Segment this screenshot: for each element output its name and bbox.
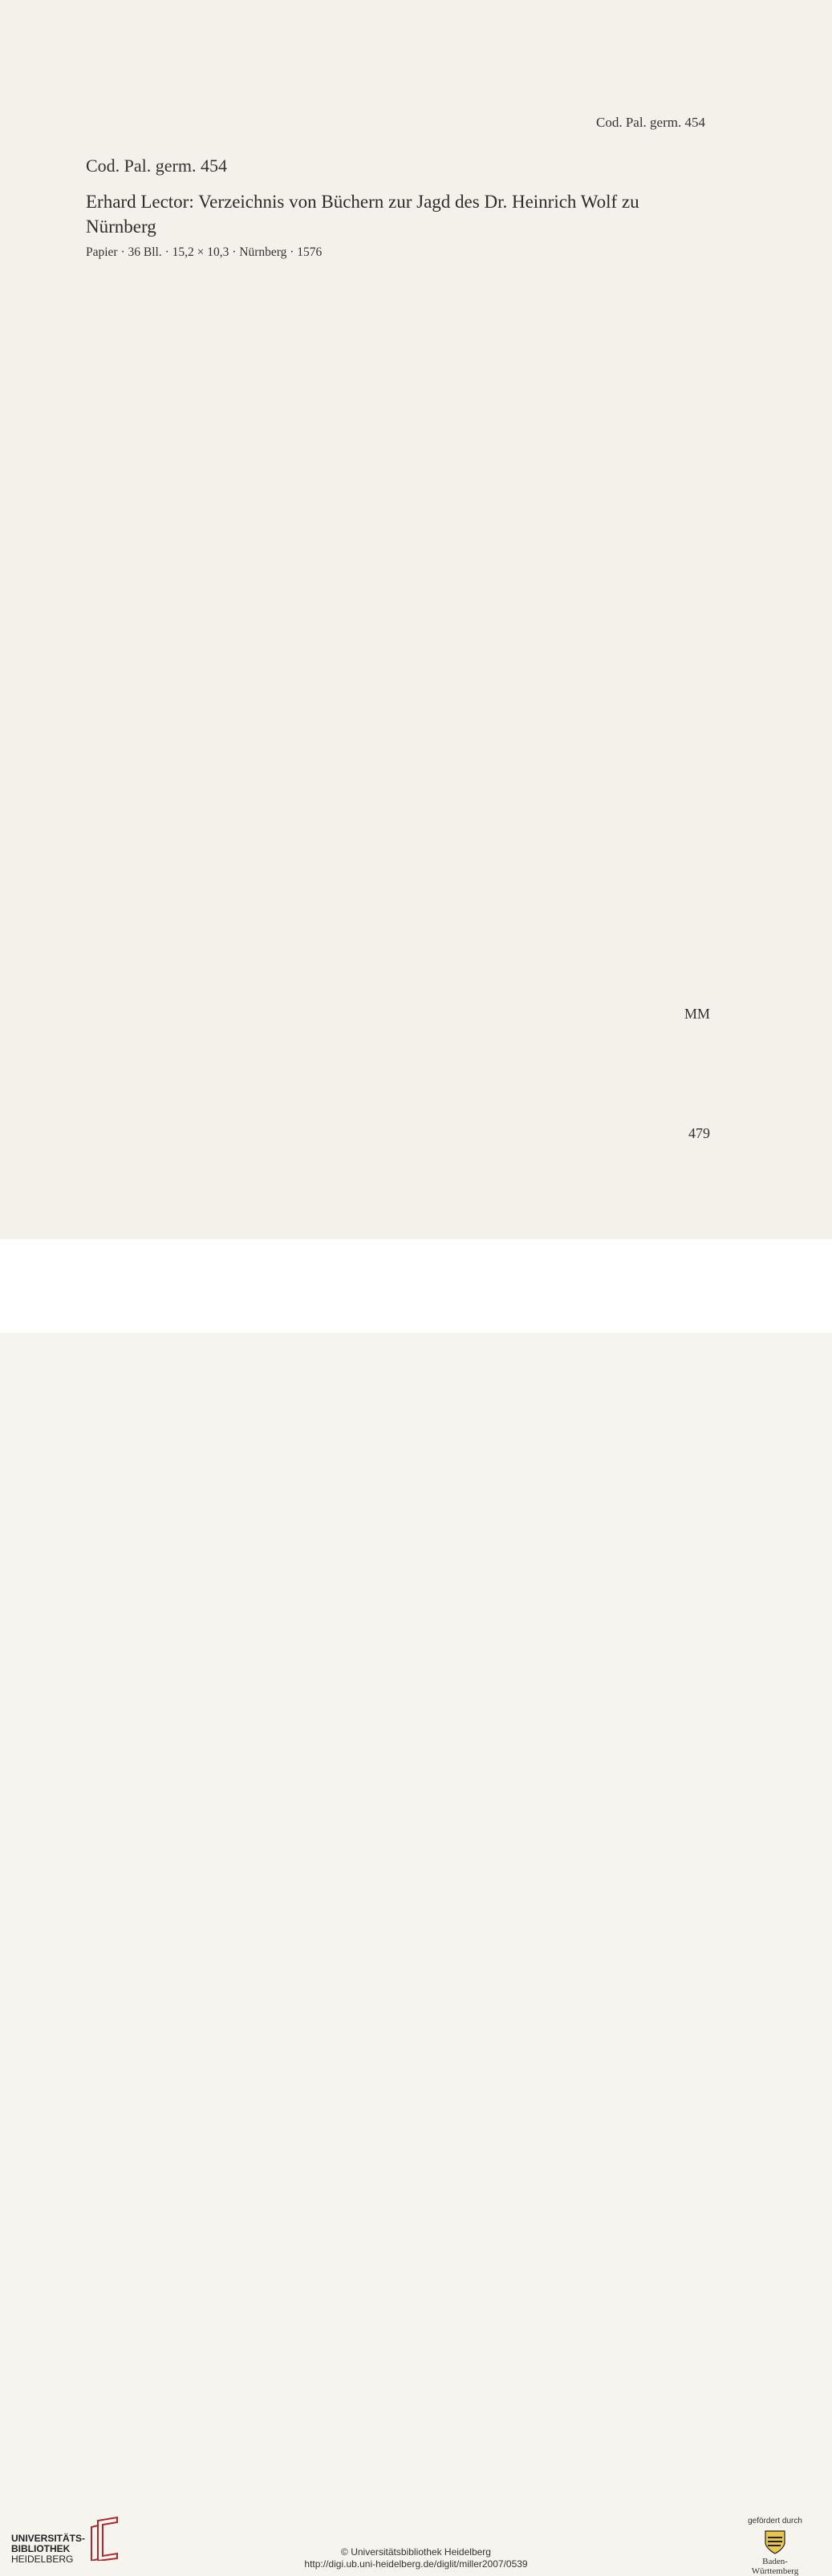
sponsor-name: Baden-Württemberg: [751, 2557, 799, 2576]
page-number: 479: [688, 1125, 710, 1141]
author-signature: MM: [684, 1006, 710, 1022]
library-name-line3: HEIDELBERG: [11, 2554, 74, 2565]
running-head: Cod. Pal. germ. 454: [596, 115, 705, 130]
permalink-url[interactable]: http://digi.ub.uni-heidelberg.de/diglit/miller2007/0539: [304, 2558, 528, 2570]
coat-of-arms-icon: [764, 2529, 786, 2555]
sponsor-label: gefördert durch: [748, 2517, 802, 2525]
library-name-line2: BIBLIOTHEK: [11, 2543, 71, 2554]
viewer-footer: [0, 1239, 832, 2576]
document-page: [0, 0, 832, 1239]
sponsor-block: [739, 2517, 811, 2576]
copyright-notice: [0, 2543, 832, 2570]
library-name-line1: UNIVERSITÄTS-: [11, 2533, 86, 2544]
copyright-text: © Universitätsbibliothek Heidelberg: [341, 2546, 491, 2558]
manuscript-meta: Papier · 36 Bll. · 15,2 × 10,3 · Nürnberg · 1576: [86, 245, 323, 259]
manuscript-code: Cod. Pal. germ. 454: [86, 156, 227, 176]
manuscript-title: Erhard Lector: Verzeichnis von Büchern zur Jagd des Dr. Heinrich Wolf zu Nürnberg: [86, 192, 639, 237]
